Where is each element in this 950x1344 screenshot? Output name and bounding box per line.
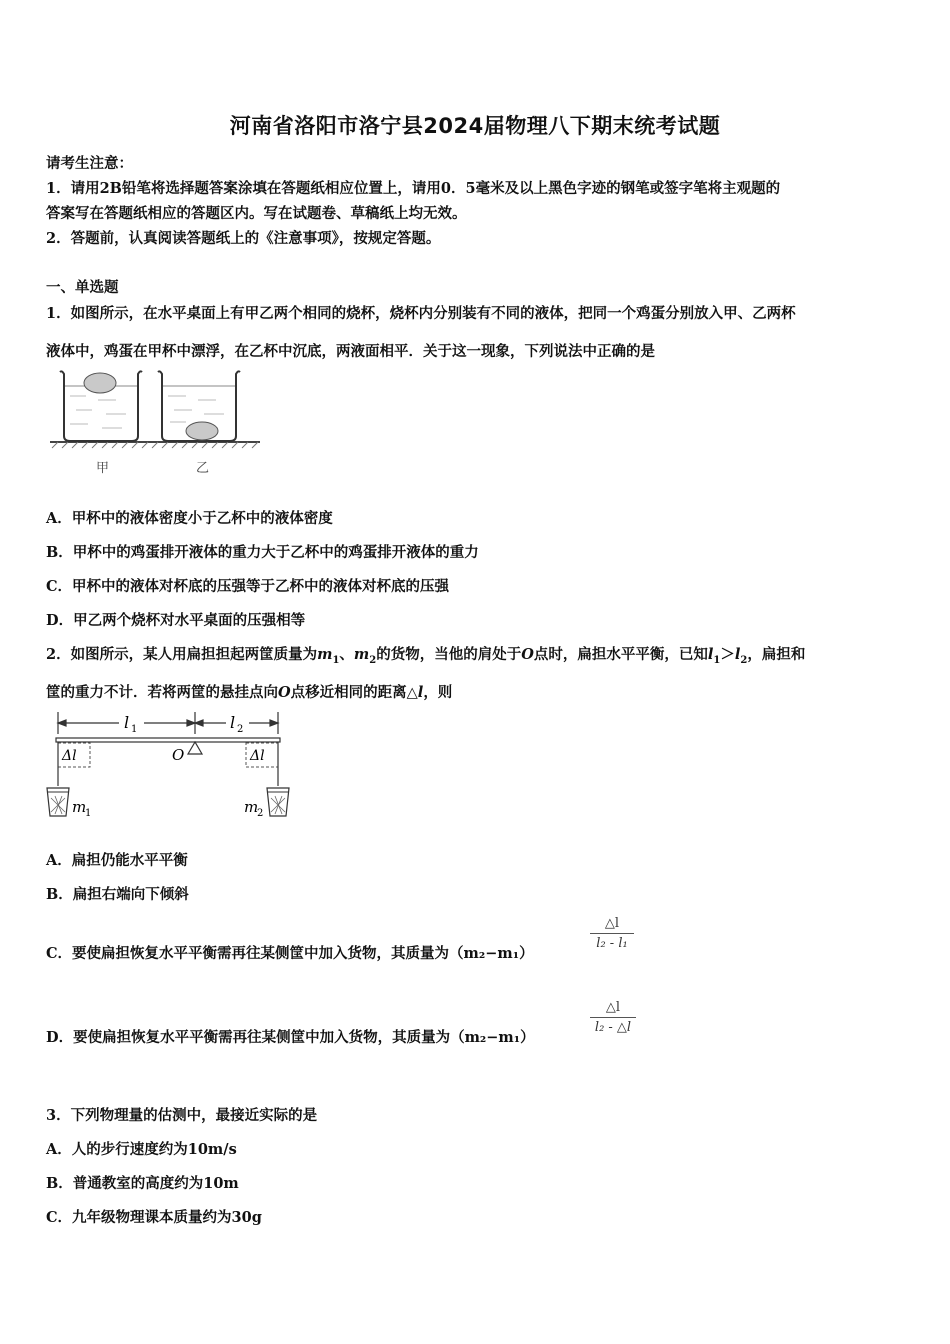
q2-l2-sub: 2 — [740, 654, 748, 666]
beaker-jia — [60, 371, 142, 441]
q2-option-a: A．扁担仍能水平平衡 — [46, 852, 188, 869]
fig-l1-sub: 1 — [131, 724, 138, 735]
notice-item-2: 2．答题前，认真阅读答题纸上的《注意事项》，按规定答题。 — [46, 230, 441, 247]
q2-line2-o: O — [278, 684, 291, 701]
fulcrum-icon — [188, 742, 202, 754]
q2-option-c-fraction — [590, 916, 634, 951]
q3-option-b: B．普通教室的高度约为10m — [46, 1175, 239, 1192]
q2-text-b: 的货物，当他的肩处于 — [376, 646, 522, 663]
q1-option-a: A．甲杯中的液体密度小于乙杯中的液体密度 — [46, 510, 333, 527]
fig-m1: m — [72, 798, 87, 816]
q2-option-d-denominator: l₂ - △l — [594, 1020, 632, 1035]
fig-delta-l-right: Δl — [250, 748, 265, 764]
label-yi: 乙 — [196, 461, 210, 476]
q3-option-a: A．人的步行速度约为10m/s — [46, 1141, 237, 1158]
q2-stem-line-2 — [46, 681, 452, 702]
q2-option-c-numerator: △l — [604, 916, 620, 931]
fig-m2: m — [244, 798, 259, 816]
q2-m1-sub: 1 — [332, 654, 340, 666]
q2-line2-l: l — [417, 684, 424, 701]
q2-option-d-fraction-bar — [590, 1017, 636, 1018]
q1-option-c: C．甲杯中的液体对杯底的压强等于乙杯中的液体对杯底的压强 — [46, 578, 450, 595]
q2-line2-c: ，则 — [423, 684, 453, 701]
q2-l1-sub: 1 — [713, 654, 721, 666]
q2-line2-b: 点移近相同的距离△ — [290, 684, 418, 701]
q2-option-d-fraction — [590, 1000, 636, 1035]
q2-text-d: ，扁担和 — [747, 646, 806, 663]
page-title: 河南省洛阳市洛宁县2024届物理八下期末统考试题 — [229, 114, 721, 138]
q2-point-o: O — [521, 646, 534, 663]
q3-option-c: C．九年级物理课本质量约为30g — [46, 1209, 262, 1226]
fig-m1-sub: 1 — [85, 808, 92, 819]
fig-m2-sub: 2 — [257, 808, 264, 819]
q2-option-d: D．要使扁担恢复水平平衡需再往某侧筐中加入货物，其质量为（m₂−m₁） — [46, 1029, 535, 1046]
q2-option-c-fraction-bar — [590, 933, 634, 934]
notice-heading: 请考生注意： — [46, 155, 133, 172]
q2-line2-a: 筐的重力不计．若将两筐的悬挂点向 — [46, 684, 278, 701]
q3-stem: 3．下列物理量的估测中，最接近实际的是 — [46, 1107, 318, 1124]
q2-text-c: 点时，扁担水平平衡，已知 — [533, 646, 708, 663]
q2-option-c-denominator: l₂ - l₁ — [596, 936, 628, 951]
shoulder-pole — [56, 738, 280, 742]
fig-l2-sub: 2 — [237, 724, 244, 735]
q2-stem-line-1 — [46, 643, 805, 666]
q2-sep: 、 — [339, 646, 354, 663]
q2-option-b: B．扁担右端向下倾斜 — [46, 886, 189, 903]
q2-l2: l — [734, 646, 741, 663]
fig-delta-l-left: Δl — [62, 748, 77, 764]
q1-option-b: B．甲杯中的鸡蛋排开液体的重力大于乙杯中的鸡蛋排开液体的重力 — [46, 544, 479, 561]
section-heading: 一、单选题 — [46, 279, 119, 296]
q1-option-d: D．甲乙两个烧杯对水平桌面的压强相等 — [46, 612, 306, 629]
label-jia: 甲 — [96, 461, 110, 476]
q2-option-c: C．要使扁担恢复水平平衡需再往某侧筐中加入货物，其质量为（m₂−m₁） — [46, 945, 534, 962]
notice-item-1-line-2: 答案写在答题纸相应的答题区内。写在试题卷、草稿纸上均无效。 — [46, 205, 467, 222]
fig-l2: l — [230, 713, 236, 732]
fig-l1: l — [124, 713, 130, 732]
q1-stem-line-2: 液体中，鸡蛋在甲杯中漂浮，在乙杯中沉底，两液面相平．关于这一现象，下列说法中正确的是 — [46, 343, 655, 360]
fig-point-o: O — [172, 746, 185, 764]
q2-pole-figure — [44, 708, 294, 824]
q2-l1: l — [707, 646, 714, 663]
beaker-yi — [158, 371, 240, 441]
q2-option-d-numerator: △l — [605, 1000, 621, 1015]
q2-gt: ＞ — [720, 646, 735, 663]
egg-sunk — [186, 422, 218, 440]
q2-m1: m — [317, 646, 333, 663]
q2-m2-sub: 2 — [369, 654, 377, 666]
q2-m2: m — [353, 646, 370, 663]
q2-text-a: 2．如图所示，某人用扁担担起两筐质量为 — [46, 646, 318, 663]
q1-stem-line-1: 1．如图所示，在水平桌面上有甲乙两个相同的烧杯，烧杯内分别装有不同的液体，把同一个鸡蛋分别放入甲、乙两杯 — [46, 305, 796, 322]
egg-floating — [84, 373, 116, 393]
notice-item-1-line-1: 1．请用2B铅笔将选择题答案涂填在答题纸相应位置上，请用0．5毫米及以上黑色字迹的钢笔或签字笔将主观题的 — [46, 180, 781, 197]
basket-right — [267, 788, 289, 816]
q1-beaker-figure — [46, 368, 266, 480]
basket-left — [47, 788, 69, 816]
